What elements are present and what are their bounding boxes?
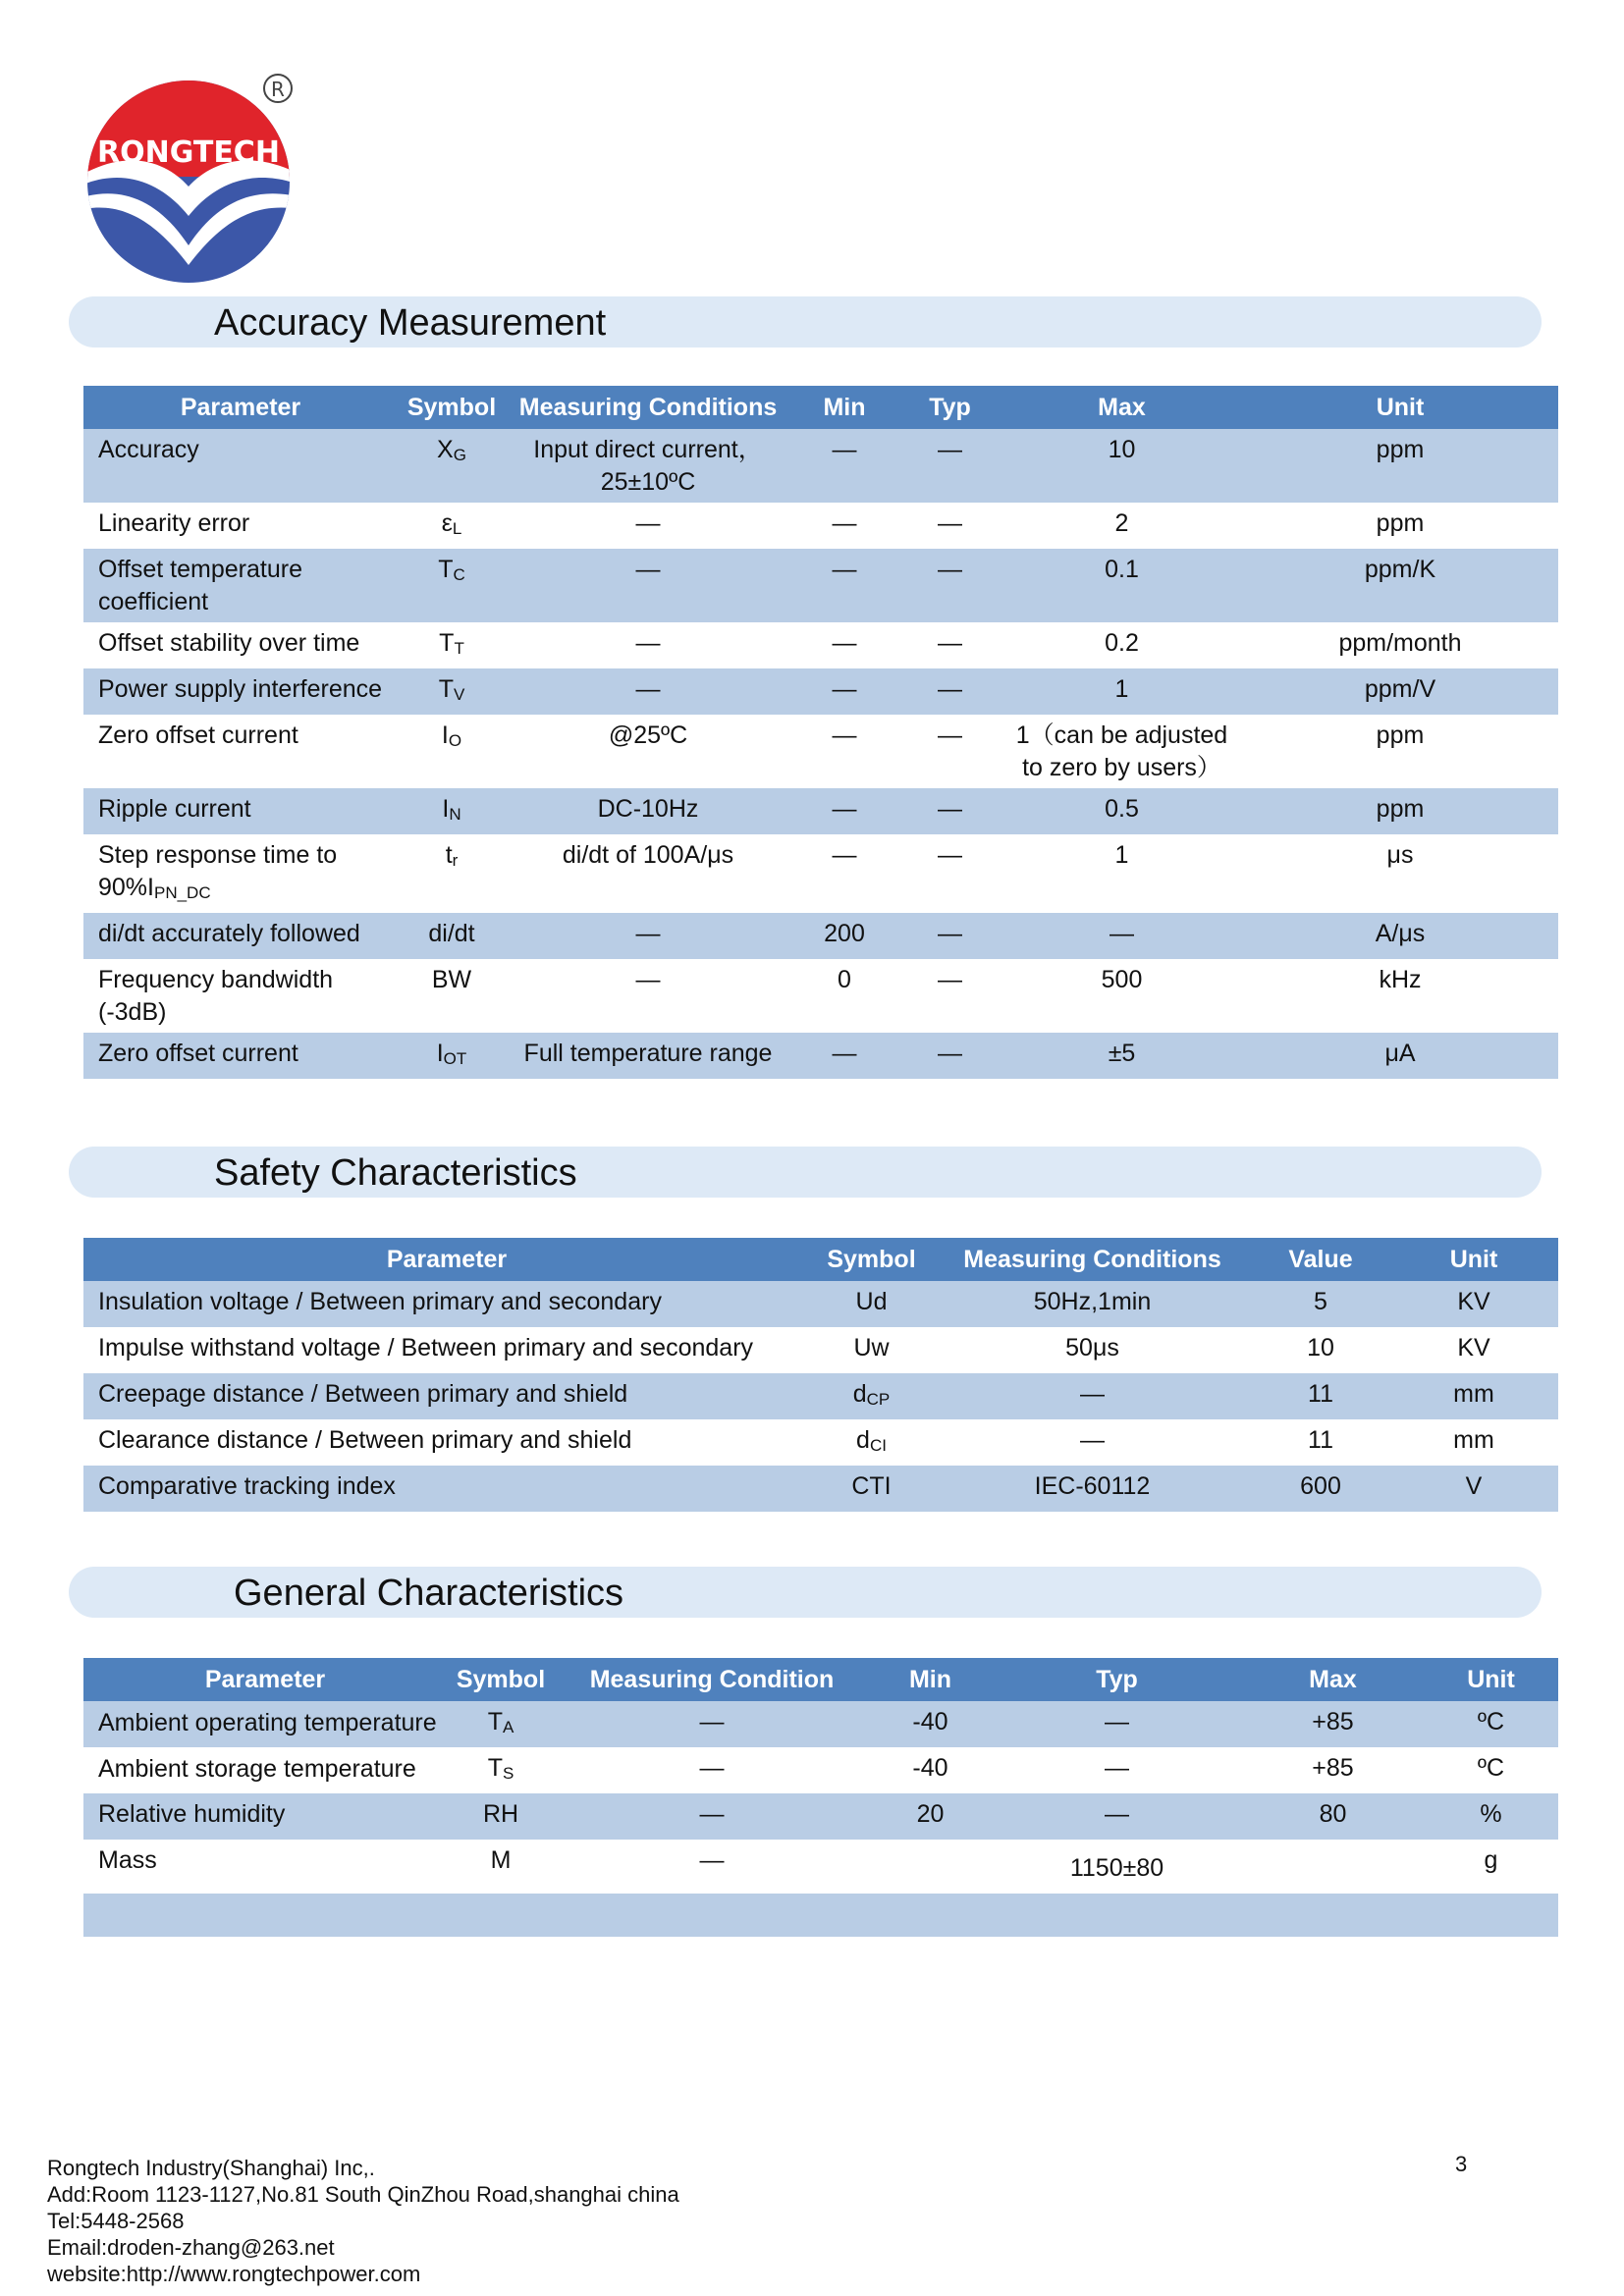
min-cell: 200 (790, 913, 898, 959)
symbol-cell: RH (447, 1793, 555, 1840)
company-website: website:http://www.rongtechpower.com (47, 2262, 421, 2286)
max-cell (1242, 1840, 1424, 1894)
table-row (83, 1793, 1558, 1840)
typ-cell: — (898, 1033, 1001, 1079)
conditions-cell: Full temperature range (506, 1033, 790, 1079)
typ-cell: — (1105, 1754, 1129, 1782)
general-table (83, 1658, 1558, 1937)
section-banner-accuracy (69, 296, 1542, 347)
conditions-cell: — (506, 913, 790, 959)
column-header: Value (1252, 1238, 1389, 1281)
unit-cell: % (1424, 1793, 1558, 1840)
max-cell: 0.1 (1001, 549, 1242, 622)
table-row (83, 1327, 1558, 1373)
unit-cell: ºC (1424, 1701, 1558, 1747)
unit-cell: ppm (1376, 509, 1425, 537)
max-cell: 500 (1101, 966, 1143, 993)
column-header: Measuring Conditions (506, 386, 790, 429)
min-cell: 20 (869, 1793, 992, 1840)
rongtech-logo (79, 69, 304, 285)
unit-cell: V (1389, 1466, 1558, 1512)
symbol-cell: $T_A$ (447, 1701, 555, 1747)
symbol-cell: $T_V$ (398, 668, 506, 715)
max-cell: 80 (1242, 1793, 1424, 1840)
conditions-cell: di/dt of 100A/μs (562, 841, 734, 869)
conditions-cell: 50Hz,1min (933, 1281, 1252, 1327)
unit-cell: ppm/month (1338, 629, 1462, 657)
table-row (83, 503, 1558, 549)
conditions-cell: — (699, 1754, 725, 1782)
parameter-cell: Ambient operating temperature (83, 1701, 447, 1747)
min-cell: -40 (869, 1701, 992, 1747)
max-cell: 0.2 (1105, 629, 1139, 657)
symbol-cell: CTI (810, 1466, 933, 1512)
column-header: Typ (992, 1658, 1242, 1701)
max-cell: +85 (1242, 1701, 1424, 1747)
page-number: 3 (1455, 2152, 1468, 2176)
max-cell: 2 (1114, 509, 1129, 537)
max-cell: 1 (1114, 841, 1129, 869)
symbol-cell: $X_G$ (398, 429, 506, 503)
parameter-cell: Clearance distance / Between primary and shield (98, 1426, 632, 1454)
min-cell: 0 (838, 966, 851, 993)
conditions-cell: @25ºC (608, 721, 688, 749)
symbol-cell: di/dt (398, 913, 506, 959)
max-cell: 0.5 (1001, 788, 1242, 834)
table-row (83, 1466, 1558, 1512)
symbol-cell: $\varepsilon_L$ (441, 509, 462, 538)
parameter-cell: Frequency bandwidth (-3dB) (98, 966, 334, 1026)
table-header-row (83, 1238, 1558, 1281)
section-title-general: General Characteristics (234, 1573, 624, 1614)
parameter-cell: Ambient storage temperature (98, 1755, 416, 1783)
table-row (83, 1373, 1558, 1419)
conditions-cell: — (555, 1793, 869, 1840)
unit-cell: KV (1457, 1334, 1490, 1362)
table-row (83, 668, 1558, 715)
parameter-cell: Mass (98, 1846, 157, 1874)
column-header: Min (869, 1658, 992, 1701)
value-cell: 11 (1308, 1426, 1333, 1454)
unit-cell: ppm/V (1242, 668, 1558, 715)
symbol-cell: $I_{OT}$ (398, 1033, 506, 1079)
value-cell: 11 (1252, 1373, 1389, 1419)
parameter-cell: Step response time to $90\%I_{PN\_DC}$ (98, 841, 338, 902)
unit-cell: kHz (1379, 966, 1422, 993)
table-row (83, 429, 1558, 503)
parameter-cell: Creepage distance / Between primary and shield (83, 1373, 810, 1419)
conditions-cell: — (555, 1701, 869, 1747)
parameter-cell: Relative humidity (83, 1793, 447, 1840)
parameter-cell: Accuracy (83, 429, 398, 503)
min-cell: — (832, 509, 857, 537)
unit-cell: ppm (1376, 721, 1425, 749)
unit-cell: ppm/K (1242, 549, 1558, 622)
safety-table (83, 1238, 1558, 1512)
min-cell: — (832, 721, 857, 749)
conditions-cell: — (635, 629, 661, 657)
symbol-cell: BW (431, 966, 472, 993)
min-cell (869, 1840, 992, 1894)
typ-cell: — (938, 629, 962, 657)
conditions-cell: Input direct current，25±10ºC (506, 429, 790, 503)
conditions-cell: — (933, 1373, 1252, 1419)
unit-cell: mm (1389, 1373, 1558, 1419)
min-cell: — (790, 788, 898, 834)
symbol-cell: M (490, 1846, 512, 1874)
column-header: Parameter (83, 1238, 810, 1281)
table-row (83, 788, 1558, 834)
company-address: Add:Room 1123-1127,No.81 South QinZhou Road,shanghai china (47, 2182, 679, 2207)
parameter-cell: Zero offset current (98, 721, 298, 749)
conditions-cell: — (506, 668, 790, 715)
parameter-cell: Ripple current (83, 788, 398, 834)
parameter-cell: Offset temperature coefficient (83, 549, 398, 622)
parameter-cell: Power supply interference (83, 668, 398, 715)
brand-name: RONGTECH (97, 135, 280, 170)
symbol-cell: $I_O$ (441, 721, 462, 750)
typ-cell: — (898, 668, 1001, 715)
typ-cell: — (992, 1793, 1242, 1840)
max-cell: — (1001, 913, 1242, 959)
table-row (83, 1033, 1558, 1079)
value-cell: 10 (1307, 1334, 1334, 1362)
parameter-cell: Impulse withstand voltage / Between primary and secondary (98, 1334, 754, 1362)
value-cell: 600 (1252, 1466, 1389, 1512)
typ-cell: 1150±80 (1069, 1854, 1164, 1882)
column-header: Measuring Condition (555, 1658, 869, 1701)
conditions-cell: — (506, 549, 790, 622)
max-cell: 1 (1001, 668, 1242, 715)
column-header: Max (1242, 1658, 1424, 1701)
section-banner-general (69, 1567, 1542, 1618)
symbol-cell: $I_N$ (398, 788, 506, 834)
table-row (83, 549, 1558, 622)
min-cell: — (790, 668, 898, 715)
max-cell: +85 (1312, 1754, 1354, 1782)
company-phone: Tel:5448-2568 (47, 2209, 185, 2233)
parameter-cell: Offset stability over time (98, 629, 360, 657)
company-email: Email:droden-zhang@263.net (47, 2235, 335, 2260)
typ-cell: — (898, 429, 1001, 503)
column-header: Parameter (83, 1658, 447, 1701)
typ-cell: — (938, 966, 962, 993)
max-cell: 10 (1001, 429, 1242, 503)
min-cell: — (790, 549, 898, 622)
symbol-cell: $T_T$ (439, 629, 464, 658)
column-header: Symbol (810, 1238, 933, 1281)
parameter-cell: Linearity error (98, 509, 250, 537)
conditions-cell: IEC-60112 (933, 1466, 1252, 1512)
accuracy-table (83, 386, 1558, 1079)
section-title-accuracy: Accuracy Measurement (214, 302, 607, 344)
unit-cell: g (1484, 1846, 1498, 1874)
table-row (83, 1840, 1558, 1894)
column-header: Unit (1389, 1238, 1558, 1281)
unit-cell: A/μs (1242, 913, 1558, 959)
unit-cell: μA (1242, 1033, 1558, 1079)
unit-cell: ppm (1242, 429, 1558, 503)
unit-cell: mm (1453, 1426, 1494, 1454)
symbol-cell: $d_{CI}$ (856, 1426, 887, 1455)
min-cell: — (832, 629, 857, 657)
typ-cell: — (938, 841, 962, 869)
conditions-cell: — (1080, 1426, 1105, 1454)
table-row (83, 834, 1558, 913)
table-row (83, 715, 1558, 788)
column-header: Min (790, 386, 898, 429)
min-cell: — (832, 841, 857, 869)
parameter-cell: di/dt accurately followed (83, 913, 398, 959)
conditions-cell: — (635, 509, 661, 537)
value-cell: 5 (1252, 1281, 1389, 1327)
footer-contact (47, 2155, 679, 2287)
conditions-cell: — (699, 1846, 725, 1874)
symbol-cell: $T_S$ (487, 1754, 514, 1783)
table-header-row (83, 1658, 1558, 1701)
empty-table-row (83, 1894, 1558, 1937)
table-row (83, 1701, 1558, 1747)
parameter-cell: Comparative tracking index (83, 1466, 810, 1512)
max-cell: ±5 (1001, 1033, 1242, 1079)
conditions-cell: 50μs (1065, 1334, 1119, 1362)
unit-cell: ppm (1242, 788, 1558, 834)
min-cell: — (790, 1033, 898, 1079)
typ-cell: — (898, 549, 1001, 622)
table-row (83, 1747, 1558, 1793)
table-row (83, 959, 1558, 1033)
column-header: Symbol (447, 1658, 555, 1701)
max-cell: 1（can be adjusted to zero by users） (1015, 721, 1228, 781)
min-cell: -40 (912, 1754, 948, 1782)
company-name: Rongtech Industry(Shanghai) Inc,. (47, 2156, 375, 2180)
unit-cell: ºC (1477, 1754, 1505, 1782)
unit-cell: μs (1386, 841, 1414, 869)
table-row (83, 622, 1558, 668)
unit-cell: KV (1389, 1281, 1558, 1327)
parameter-cell: Insulation voltage / Between primary and secondary (83, 1281, 810, 1327)
table-row (83, 1281, 1558, 1327)
symbol-cell: Ud (810, 1281, 933, 1327)
symbol-cell: $d_{CP}$ (810, 1373, 933, 1419)
conditions-cell: — (635, 966, 661, 993)
typ-cell: — (898, 913, 1001, 959)
column-header: Measuring Conditions (933, 1238, 1252, 1281)
table-row (83, 913, 1558, 959)
column-header: Max (1001, 386, 1242, 429)
symbol-cell: Uw (853, 1334, 890, 1362)
column-header: Parameter (83, 386, 398, 429)
registered-mark: R (271, 78, 285, 101)
column-header: Unit (1424, 1658, 1558, 1701)
typ-cell: — (938, 509, 962, 537)
typ-cell: — (898, 788, 1001, 834)
typ-cell: — (992, 1701, 1242, 1747)
typ-cell: — (938, 721, 962, 749)
column-header: Unit (1242, 386, 1558, 429)
min-cell: — (790, 429, 898, 503)
column-header: Typ (898, 386, 1001, 429)
conditions-cell: DC-10Hz (506, 788, 790, 834)
section-title-safety: Safety Characteristics (214, 1152, 577, 1194)
table-header-row (83, 386, 1558, 429)
column-header: Symbol (398, 386, 506, 429)
symbol-cell: $t_r$ (445, 841, 459, 870)
symbol-cell: $T_C$ (398, 549, 506, 622)
table-row (83, 1419, 1558, 1466)
parameter-cell: Zero offset current (83, 1033, 398, 1079)
section-banner-safety (69, 1147, 1542, 1198)
